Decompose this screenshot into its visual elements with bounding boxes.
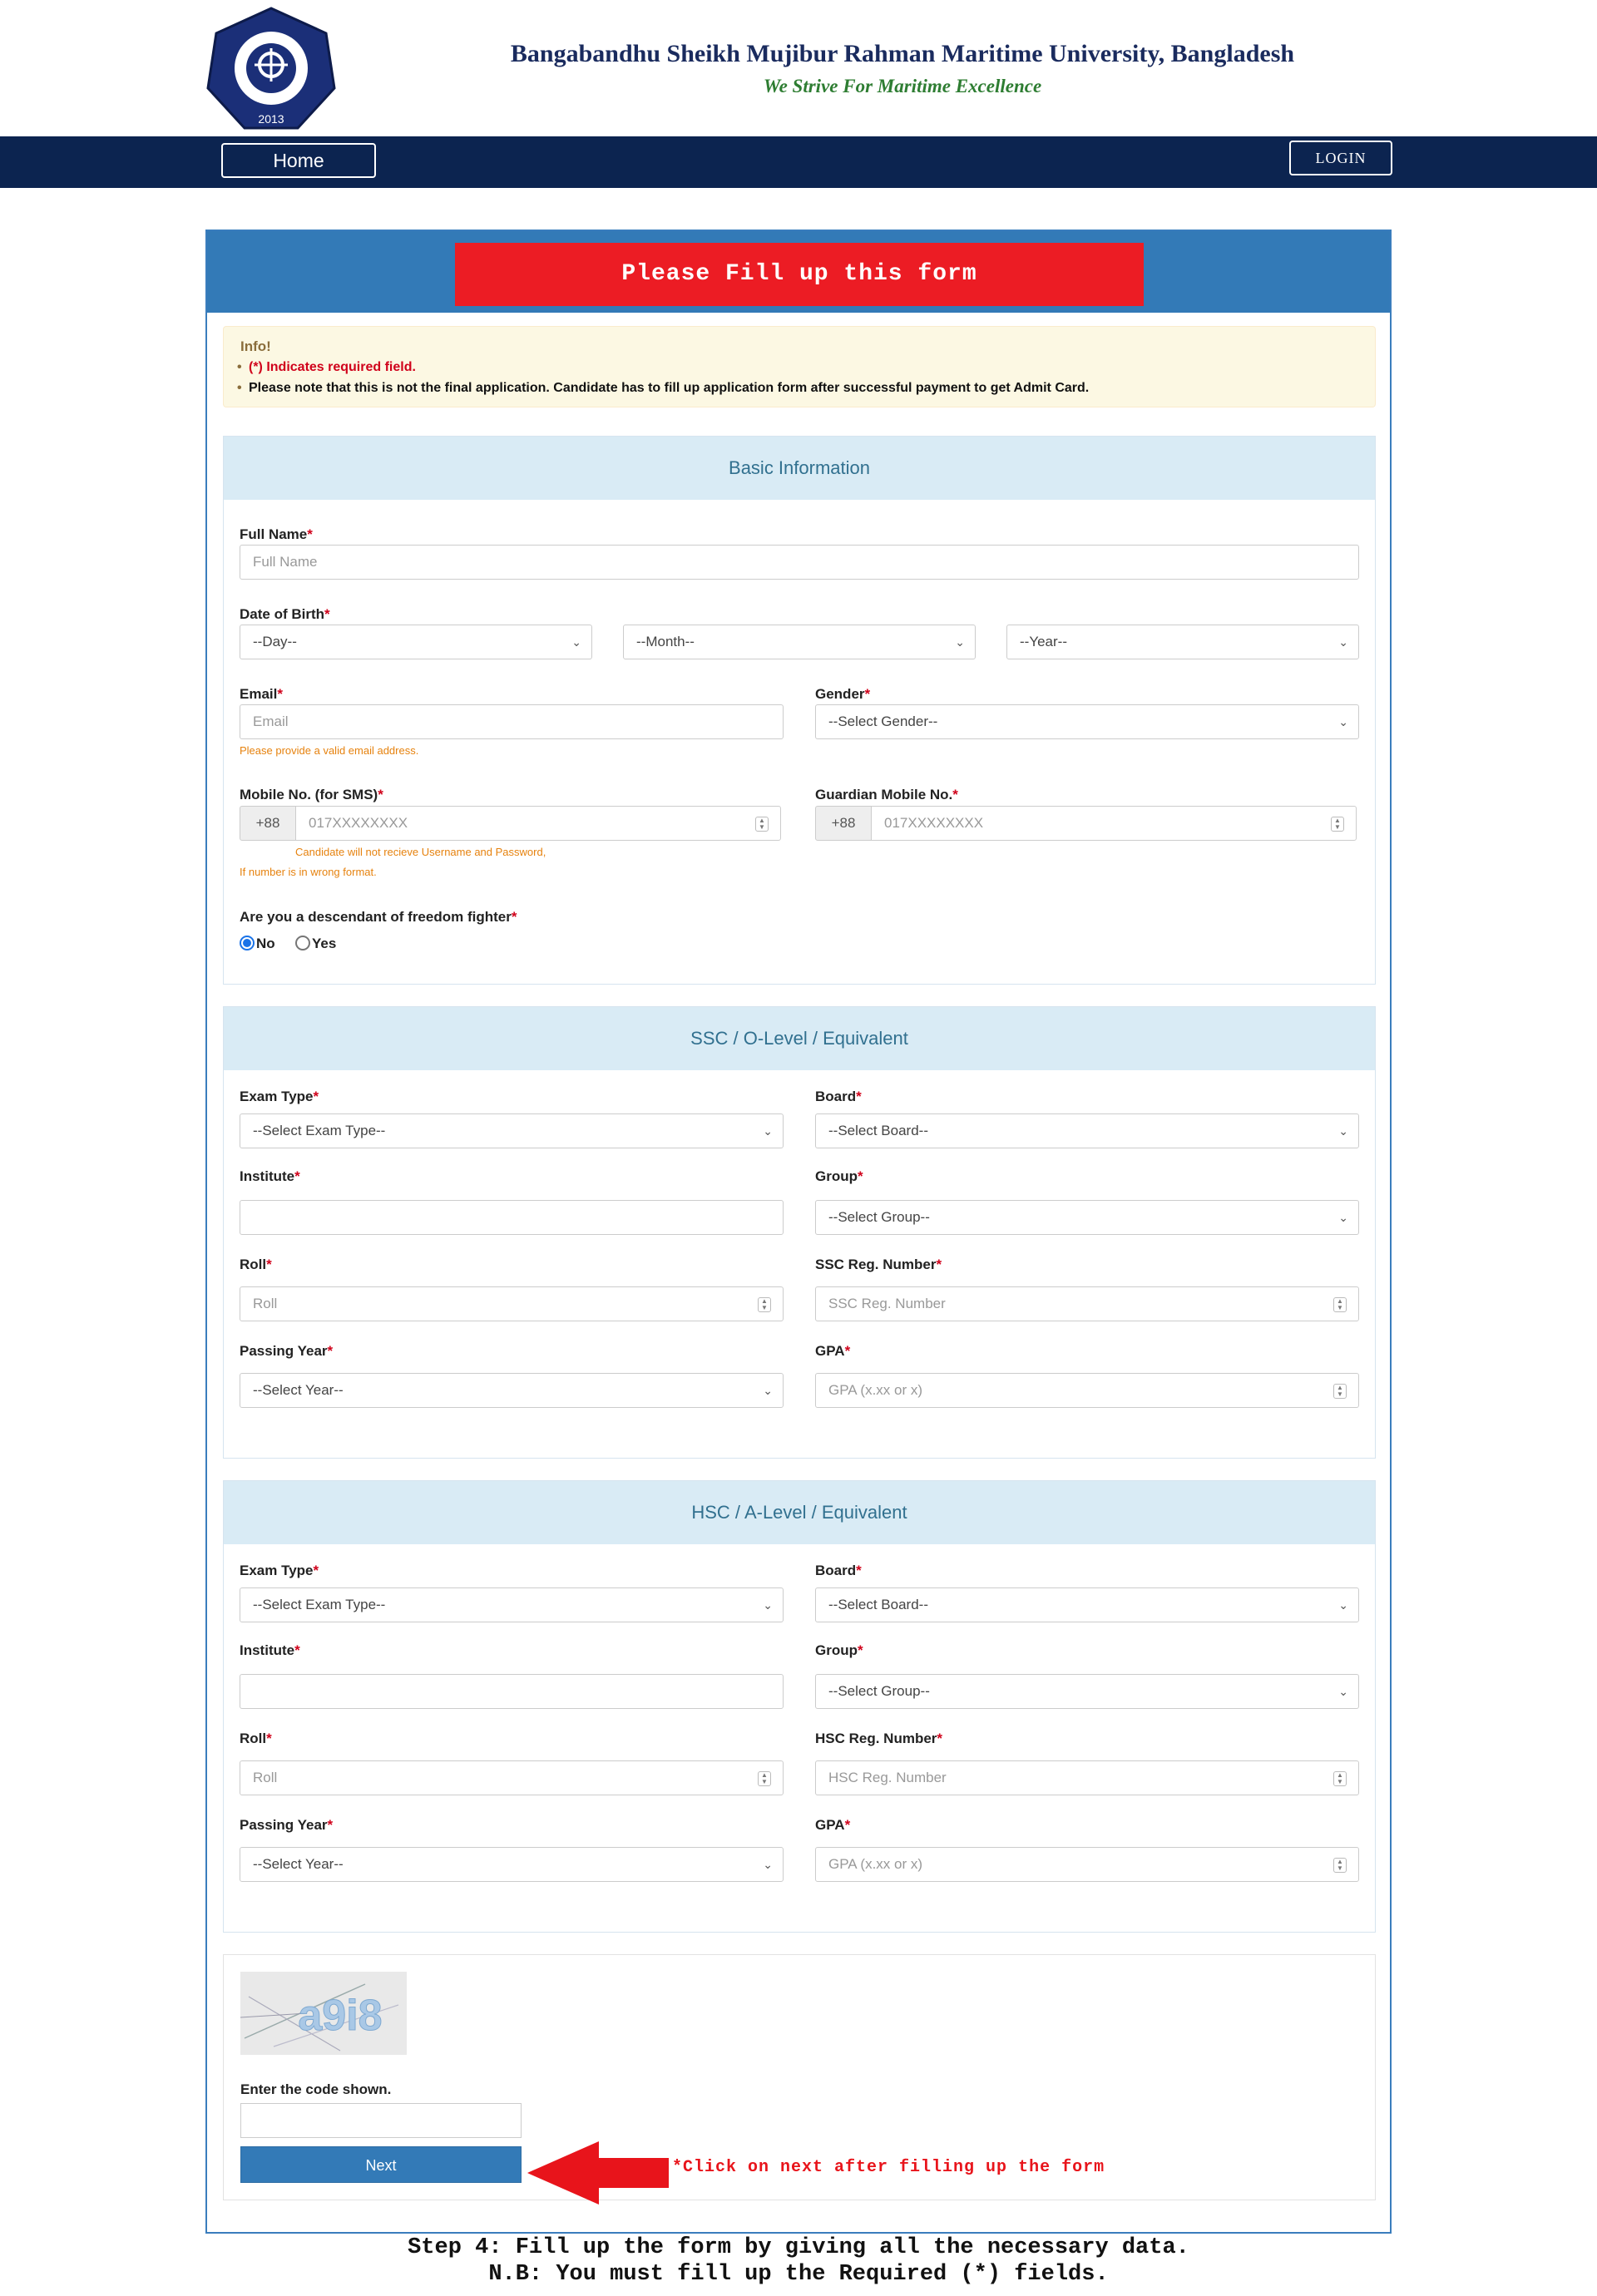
login-button[interactable]: LOGIN bbox=[1289, 141, 1392, 175]
hsc-institute-input[interactable] bbox=[240, 1674, 784, 1709]
spinner-icon: ▲ ▼ bbox=[1333, 1384, 1347, 1399]
hsc-heading: HSC / A-Level / Equivalent bbox=[224, 1481, 1375, 1544]
chevron-down-icon: ⌄ bbox=[1338, 635, 1348, 649]
captcha-input[interactable] bbox=[240, 2103, 522, 2138]
freedom-no-radio[interactable] bbox=[240, 936, 255, 950]
svg-text:a9i8: a9i8 bbox=[298, 1992, 383, 2040]
university-motto: We Strive For Maritime Excellence bbox=[763, 76, 1042, 96]
university-title: Bangabandhu Sheikh Mujibur Rahman Maritime University, Bangladesh bbox=[510, 40, 1295, 67]
dob-month-select[interactable]: --Month-- ⌄ bbox=[623, 625, 976, 659]
chevron-down-icon: ⌄ bbox=[1338, 1124, 1348, 1138]
chevron-down-icon: ⌄ bbox=[571, 635, 581, 649]
ssc-roll-input[interactable]: Roll ▲ ▼ bbox=[240, 1286, 784, 1321]
hsc-roll-input[interactable]: Roll ▲ ▼ bbox=[240, 1760, 784, 1795]
chevron-down-icon: ⌄ bbox=[763, 1384, 773, 1397]
red-arrow-icon bbox=[527, 2140, 669, 2206]
hsc-gpa-label: GPA* bbox=[815, 1817, 851, 1833]
captcha-label: Enter the code shown. bbox=[240, 2081, 392, 2097]
gender-label: Gender* bbox=[815, 686, 871, 702]
guardian-country-code: +88 bbox=[815, 806, 872, 841]
hsc-group-select[interactable]: --Select Group-- ⌄ bbox=[815, 1674, 1359, 1709]
freedom-fighter-label: Are you a descendant of freedom fighter* bbox=[240, 909, 517, 925]
hsc-panel bbox=[223, 1480, 1376, 1933]
basic-information-heading: Basic Information bbox=[224, 437, 1375, 500]
chevron-down-icon: ⌄ bbox=[1338, 1685, 1348, 1698]
ssc-year-select[interactable]: --Select Year-- ⌄ bbox=[240, 1373, 784, 1408]
hsc-gpa-input[interactable]: GPA (x.xx or x) ▲ ▼ bbox=[815, 1847, 1359, 1882]
guardian-mobile-input[interactable]: 017XXXXXXXX ▲ ▼ bbox=[871, 806, 1357, 841]
next-instruction-annotation: *Click on next after filling up the form bbox=[672, 2158, 1105, 2177]
info-title: Info! bbox=[240, 338, 271, 354]
step-caption: Step 4: Fill up the form by giving all the necessary data. bbox=[408, 2235, 1189, 2260]
ssc-gpa-label: GPA* bbox=[815, 1343, 851, 1359]
chevron-down-icon: ⌄ bbox=[763, 1124, 773, 1138]
application-form-card bbox=[205, 230, 1392, 2234]
spinner-icon: ▲ ▼ bbox=[1333, 1771, 1347, 1786]
hsc-roll-label: Roll* bbox=[240, 1731, 272, 1746]
ssc-exam-type-label: Exam Type* bbox=[240, 1089, 319, 1104]
chevron-down-icon: ⌄ bbox=[1338, 1598, 1348, 1612]
mobile-country-code: +88 bbox=[240, 806, 296, 841]
hsc-reg-input[interactable]: HSC Reg. Number ▲ ▼ bbox=[815, 1760, 1359, 1795]
ssc-heading: SSC / O-Level / Equivalent bbox=[224, 1007, 1375, 1070]
hsc-institute-label: Institute* bbox=[240, 1642, 300, 1658]
spinner-icon: ▲ ▼ bbox=[1333, 1297, 1347, 1312]
dob-label: Date of Birth* bbox=[240, 606, 330, 622]
ssc-board-label: Board* bbox=[815, 1089, 862, 1104]
spinner-icon: ▲ ▼ bbox=[758, 1771, 771, 1786]
captcha-image bbox=[240, 1972, 407, 2055]
home-button[interactable]: Home bbox=[221, 143, 376, 178]
mobile-hint-2: If number is in wrong format. bbox=[240, 866, 377, 878]
freedom-yes-radio[interactable] bbox=[295, 936, 310, 950]
ssc-gpa-input[interactable]: GPA (x.xx or x) ▲ ▼ bbox=[815, 1373, 1359, 1408]
gender-select[interactable]: --Select Gender-- ⌄ bbox=[815, 704, 1359, 739]
ssc-panel bbox=[223, 1006, 1376, 1459]
info-alert bbox=[223, 326, 1376, 407]
spinner-icon: ▲ ▼ bbox=[1331, 817, 1344, 832]
chevron-down-icon: ⌄ bbox=[763, 1858, 773, 1871]
ssc-roll-label: Roll* bbox=[240, 1257, 272, 1272]
info-payment-note: • Please note that this is not the final application. Candidate has to fill up application form after successful payment to get Admit Card. bbox=[249, 381, 1089, 396]
ssc-group-label: Group* bbox=[815, 1168, 863, 1184]
hsc-year-select[interactable]: --Select Year-- ⌄ bbox=[240, 1847, 784, 1882]
next-button[interactable]: Next bbox=[240, 2146, 522, 2183]
chevron-down-icon: ⌄ bbox=[1338, 1211, 1348, 1224]
ssc-group-select[interactable]: --Select Group-- ⌄ bbox=[815, 1200, 1359, 1235]
ssc-institute-input[interactable] bbox=[240, 1200, 784, 1235]
freedom-yes-label: Yes bbox=[312, 936, 337, 951]
navbar bbox=[0, 136, 1597, 188]
spinner-icon: ▲ ▼ bbox=[758, 1297, 771, 1312]
hsc-group-label: Group* bbox=[815, 1642, 863, 1658]
dob-year-select[interactable]: --Year-- ⌄ bbox=[1006, 625, 1359, 659]
full-name-input[interactable]: Full Name bbox=[240, 545, 1359, 580]
ssc-year-label: Passing Year* bbox=[240, 1343, 334, 1359]
basic-information-panel bbox=[223, 436, 1376, 985]
info-required-note: • (*) Indicates required field. bbox=[249, 360, 416, 375]
dob-day-select[interactable]: --Day-- ⌄ bbox=[240, 625, 592, 659]
required-fields-note: N.B: You must fill up the Required (*) fields. bbox=[488, 2262, 1109, 2287]
ssc-board-select[interactable]: --Select Board-- ⌄ bbox=[815, 1113, 1359, 1148]
mobile-input[interactable]: 017XXXXXXXX ▲ ▼ bbox=[295, 806, 781, 841]
ssc-institute-label: Institute* bbox=[240, 1168, 300, 1184]
chevron-down-icon: ⌄ bbox=[955, 635, 965, 649]
hsc-year-label: Passing Year* bbox=[240, 1817, 334, 1833]
card-header bbox=[207, 231, 1390, 313]
guardian-mobile-label: Guardian Mobile No.* bbox=[815, 787, 958, 802]
freedom-no-label: No bbox=[256, 936, 275, 951]
spinner-icon: ▲ ▼ bbox=[755, 817, 769, 832]
hsc-reg-label: HSC Reg. Number* bbox=[815, 1731, 943, 1746]
full-name-label: Full Name* bbox=[240, 526, 313, 542]
email-input[interactable]: Email bbox=[240, 704, 784, 739]
ssc-exam-type-select[interactable]: --Select Exam Type-- ⌄ bbox=[240, 1113, 784, 1148]
chevron-down-icon: ⌄ bbox=[1338, 715, 1348, 728]
ssc-reg-input[interactable]: SSC Reg. Number ▲ ▼ bbox=[815, 1286, 1359, 1321]
hsc-exam-type-label: Exam Type* bbox=[240, 1563, 319, 1578]
site-header bbox=[0, 0, 1597, 136]
ssc-reg-label: SSC Reg. Number* bbox=[815, 1257, 942, 1272]
hsc-exam-type-select[interactable]: --Select Exam Type-- ⌄ bbox=[240, 1587, 784, 1622]
email-hint: Please provide a valid email address. bbox=[240, 744, 419, 757]
hsc-board-label: Board* bbox=[815, 1563, 862, 1578]
university-logo bbox=[205, 7, 338, 131]
hsc-board-select[interactable]: --Select Board-- ⌄ bbox=[815, 1587, 1359, 1622]
captcha-panel bbox=[223, 1954, 1376, 2200]
chevron-down-icon: ⌄ bbox=[763, 1598, 773, 1612]
mobile-label: Mobile No. (for SMS)* bbox=[240, 787, 383, 802]
form-title-banner: Please Fill up this form bbox=[455, 243, 1144, 306]
svg-text:2013: 2013 bbox=[258, 112, 284, 126]
mobile-hint-1: Candidate will not recieve Username and Password, bbox=[295, 846, 546, 858]
spinner-icon: ▲ ▼ bbox=[1333, 1858, 1347, 1873]
email-label: Email* bbox=[240, 686, 283, 702]
